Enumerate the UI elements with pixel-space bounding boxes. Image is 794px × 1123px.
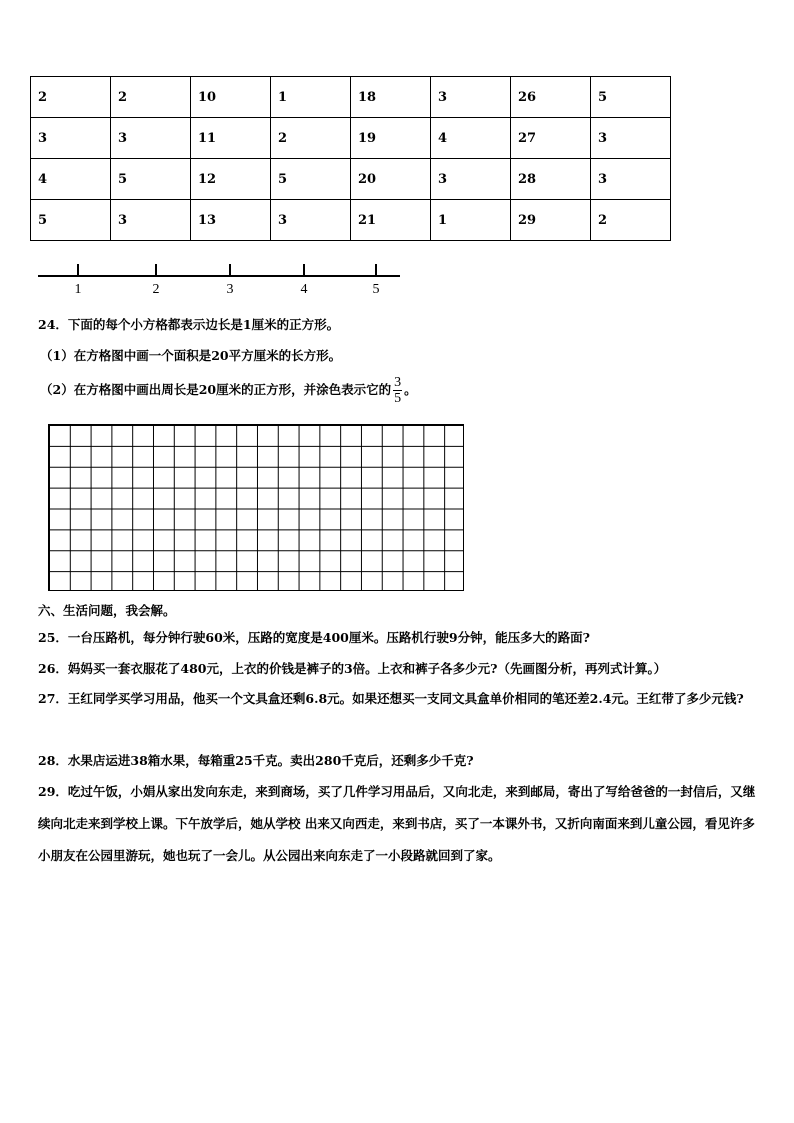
number-line-label: 2: [152, 282, 160, 297]
table-cell: 11: [191, 118, 271, 159]
table-cell: 29: [511, 200, 591, 241]
table-cell: 1: [431, 200, 511, 241]
fraction-three-fifths: [393, 375, 402, 406]
number-line-label: 5: [372, 282, 380, 297]
number-line-axis: [38, 275, 400, 277]
table-cell: 1: [271, 77, 351, 118]
table-cell: 19: [351, 118, 431, 159]
table-cell: 2: [111, 77, 191, 118]
table-row: [31, 200, 671, 241]
number-line-label: 4: [300, 282, 308, 297]
table-cell: 3: [111, 118, 191, 159]
table-cell: 4: [431, 118, 511, 159]
data-table: [30, 76, 671, 241]
table-cell: 20: [351, 159, 431, 200]
q24-part2-text: （2）在方格图中画出周长是20厘米的正方形，并涂色表示它的: [40, 382, 392, 397]
table-cell: 2: [271, 118, 351, 159]
table-cell: 3: [31, 118, 111, 159]
q29-text: 29．吃过午饭，小娟从家出发向东走，来到商场，买了几件学习用品后，又向北走，来到邮局，寄出了写给爸爸的一封信后，又继续向北走来到学校上课。下午放学后，她从学校 出来又向西走，来到书店，买了一本课外书，又折向南面来到儿童公园，看见许多小朋友在公园里游玩，她也玩了一会儿。从公园出来向东走了一小段路就回到了家。: [38, 784, 756, 863]
table-cell: 27: [511, 118, 591, 159]
table-cell: 2: [591, 200, 671, 241]
table-cell: 21: [351, 200, 431, 241]
table-cell: 5: [591, 77, 671, 118]
table-cell: 5: [271, 159, 351, 200]
number-line-tick: [303, 264, 305, 276]
table-cell: 13: [191, 200, 271, 241]
number-line-tick: [77, 264, 79, 276]
section6-title: 六、生活问题，我会解。: [38, 603, 176, 618]
table-cell: 5: [111, 159, 191, 200]
table-row: [31, 118, 671, 159]
table-cell: 28: [511, 159, 591, 200]
number-line-tick: [229, 264, 231, 276]
fraction-denominator: 5: [394, 391, 402, 406]
number-line-tick: [155, 264, 157, 276]
table-cell: 18: [351, 77, 431, 118]
q24-part1: （1）在方格图中画一个面积是20平方厘米的长方形。: [40, 348, 342, 363]
table-cell: 3: [591, 159, 671, 200]
table-cell: 3: [431, 77, 511, 118]
q26-text: 26．妈妈买一套衣服花了480元，上衣的价钱是裤子的3倍。上衣和裤子各多少元?（先画图分析，再列式计算。）: [38, 661, 667, 676]
table-cell: 2: [31, 77, 111, 118]
q24-part2-suffix: 。: [404, 382, 417, 397]
table-cell: 4: [31, 159, 111, 200]
number-line-tick: [375, 264, 377, 276]
q27-text: 27．王红同学买学习用品，他买一个文具盒还剩6.8元。如果还想买一支同文具盒单价相同的笔还差2.4元。王红带了多少元钱?: [38, 691, 744, 706]
q24-part2: [40, 375, 417, 406]
table-cell: 26: [511, 77, 591, 118]
table-cell: 12: [191, 159, 271, 200]
table-cell: 3: [111, 200, 191, 241]
q25-text: 25．一台压路机，每分钟行驶60米，压路的宽度是400厘米。压路机行驶9分钟，能压多大的路面?: [38, 630, 590, 645]
table-row: [31, 159, 671, 200]
square-grid: [48, 424, 464, 591]
number-line-label: 3: [226, 282, 234, 297]
fraction-numerator: 3: [394, 375, 402, 390]
table-cell: 3: [591, 118, 671, 159]
table-cell: 3: [431, 159, 511, 200]
data-table-body: [31, 77, 671, 241]
q24-title: 24．下面的每个小方格都表示边长是1厘米的正方形。: [38, 317, 340, 332]
table-cell: 3: [271, 200, 351, 241]
q28-text: 28．水果店运进38箱水果，每箱重25千克。卖出280千克后，还剩多少千克?: [38, 753, 474, 768]
table-cell: 5: [31, 200, 111, 241]
number-line-label: 1: [74, 282, 82, 297]
table-cell: 10: [191, 77, 271, 118]
number-line: [38, 262, 400, 302]
table-row: [31, 77, 671, 118]
